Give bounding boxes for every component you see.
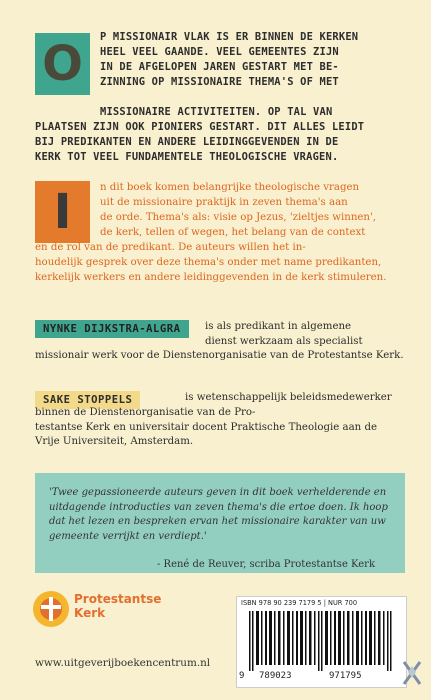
author2-name: SAKE STOPPELS [35, 391, 140, 409]
publisher-website: www.uitgeverijboekencentrum.nl [35, 657, 211, 669]
summary-line: houdelijk gesprek over deze thema's onder met name predikanten, [35, 257, 382, 268]
author1-bio-line: dienst werkzaam als specialist [205, 335, 363, 347]
dropcap-i: I [35, 181, 90, 243]
barcode-area [236, 596, 407, 688]
author1-name: NYNKE DIJKSTRA-ALGRA [35, 320, 189, 338]
barcode-icon [245, 611, 397, 671]
summary-paragraph-rest [35, 240, 407, 285]
summary-paragraph-top [100, 180, 405, 240]
summary-line: uit de missionaire praktijk in zeven thema's aan [100, 197, 348, 208]
author2-bio-line: Vrije Universiteit, Amsterdam. [35, 436, 194, 448]
protestantse-kerk-logo-icon [31, 589, 71, 629]
author2-bio-line: binnen de Dienstenorganisatie van de Pro- [35, 407, 256, 418]
barcode-digit-first: 9 [239, 671, 245, 681]
intro-line: BIJ PREDIKANTEN EN ANDERE LEIDINGGEVENDEN IN DE [35, 136, 339, 149]
intro-line: HEEL VEEL GAANDE. VEEL GEMEENTES ZIJN [100, 46, 339, 59]
intro-line: ZINNING OP MISSIONAIRE THEMA'S OF MET [100, 76, 339, 89]
barcode-digit-group2: 971795 [329, 671, 362, 681]
isbn-label: ISBN 978 90 239 7179 5 | NUR 700 [241, 599, 358, 607]
intro-line: IN DE AFGELOPEN JAREN GESTART MET BE- [100, 61, 339, 74]
endorsement-quote-box [35, 473, 405, 573]
intro-line: PLAATSEN ZIJN OOK PIONIERS GESTART. DIT ALLES LEIDT [35, 121, 365, 134]
author2-bio-top: is wetenschappelijk beleidsmedewerker [185, 392, 392, 403]
author1-bio-rest: missionair werk voor de Dienstenorganisatie van de Protestantse Kerk. [35, 350, 404, 361]
author2-bio-line: testantse Kerk en universitair docent Praktische Theologie aan de [35, 421, 378, 433]
intro-line: MISSIONAIRE ACTIVITEITEN. OP TAL VAN [100, 106, 333, 118]
intro-line: KERK TOT VEEL FUNDAMENTELE THEOLOGISCHE VRAGEN. [35, 151, 339, 164]
publisher-name-line1: Protestantse [74, 592, 162, 606]
author1-bio-top [205, 320, 410, 349]
endorsement-attribution: - René de Reuver, scriba Protestantse Kerk [156, 559, 375, 570]
intro-paragraph-rest [35, 105, 405, 165]
summary-line: n dit boek komen belangrijke theologische vragen [100, 182, 360, 193]
intro-paragraph-top [100, 30, 405, 90]
author1-bio-line: is als predikant in algemene [205, 321, 352, 332]
summary-line: de orde. Thema's als: visie op Jezus, 'zieltjes winnen', [100, 212, 377, 223]
summary-line: en de rol van de predikant. De auteurs willen het in- [35, 242, 306, 253]
barcode-digit-group1: 789023 [259, 671, 292, 681]
summary-line: kerkelijk werkers en andere leidinggevenden in de kerk stimuleren. [35, 272, 387, 283]
dropcap-o: O [35, 33, 90, 95]
endorsement-quote: 'Twee gepassioneerde auteurs geven in dit boek verhelderende en uitdagende introducties van zeven thema's die ertoe doen. Ik hoop dat het lezen en bespreken ervan het missionaire karakter van uw gemeente verrijkt en verdiept.' [49, 487, 388, 542]
intro-line: P MISSIONAIR VLAK IS ER BINNEN DE KERKEN [100, 31, 359, 43]
summary-line: de kerk, tellen of wegen, het belang van de context [100, 227, 366, 238]
author2-bio-rest [35, 406, 410, 450]
publisher-mark-icon [402, 660, 422, 686]
publisher-name-line2: Kerk [74, 606, 106, 620]
publisher-name [74, 592, 161, 620]
